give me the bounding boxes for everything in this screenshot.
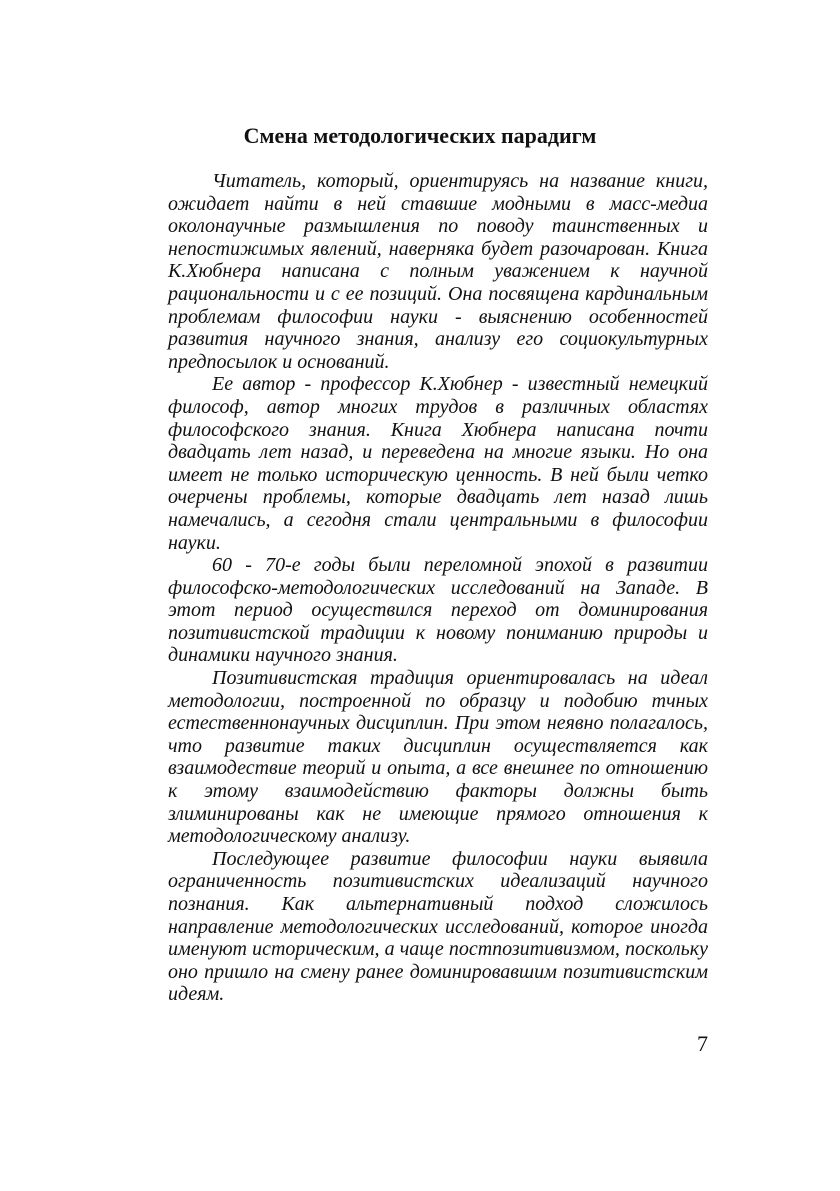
paragraph-2: Ее автор - профессор К.Хюбнер - известный немецкий философ, автор многих трудов в различных областях философского знания. Книга Хюбнера написана почти двадцать лет назад, и переведена на многие языки. Но она имеет не только историческую ценность. В ней были четко очерчены проблемы, которые двадцать лет назад лишь намечались, а сегодня стали центральными в философии науки. <box>168 373 708 554</box>
paragraph-3: 60 - 70-е годы были переломной эпохой в развитии философско-методологических исследований на Западе. В этот период осуществился переход от доминирования позитивистской традиции к новому пониманию природы и динамики научного знания. <box>168 554 708 667</box>
page-number: 7 <box>697 1031 708 1056</box>
body-text <box>168 170 708 1006</box>
paragraph-5: Последующее развитие философии науки выявила ограниченность позитивистских идеализаций научного познания. Как альтернативный подход сложилось направление методологических исследований, которое иногда именуют историческим, а чаще постпозитивизмом, поскольку оно пришло на смену ранее доминировавшим позитивистским идеям. <box>168 847 708 1006</box>
page-title: Смена методологических парадигм <box>243 123 597 148</box>
paragraph-4: Позитивистская традиция ориентировалась на идеал методологии, построенной по образцу и подобию тчных естественнонаучных дисциплин. При этом неявно полагалось, что развитие таких дисциплин осуществляется как взаимодествие теорий и опыта, а все внешнее по отношению к этому взаимодействию факторы должны быть злиминированы как не имеющие прямого отношения к методологическому анализу. <box>168 667 708 848</box>
paragraph-1: Читатель, который, ориентируясь на название книги, ожидает найти в ней ставшие модными в масс-медиа околонаучные размышления по поводу таинственных и непостижимых явлений, наверняка будет разочарован. Книга К.Хюбнера написана с полным уважением к научной рациональности и с ее позиций. Она посвящена кардинальным проблемам философии науки - выяснению особенностей развития научного знания, анализу его социокультурных предпосылок и оснований. <box>168 170 708 373</box>
